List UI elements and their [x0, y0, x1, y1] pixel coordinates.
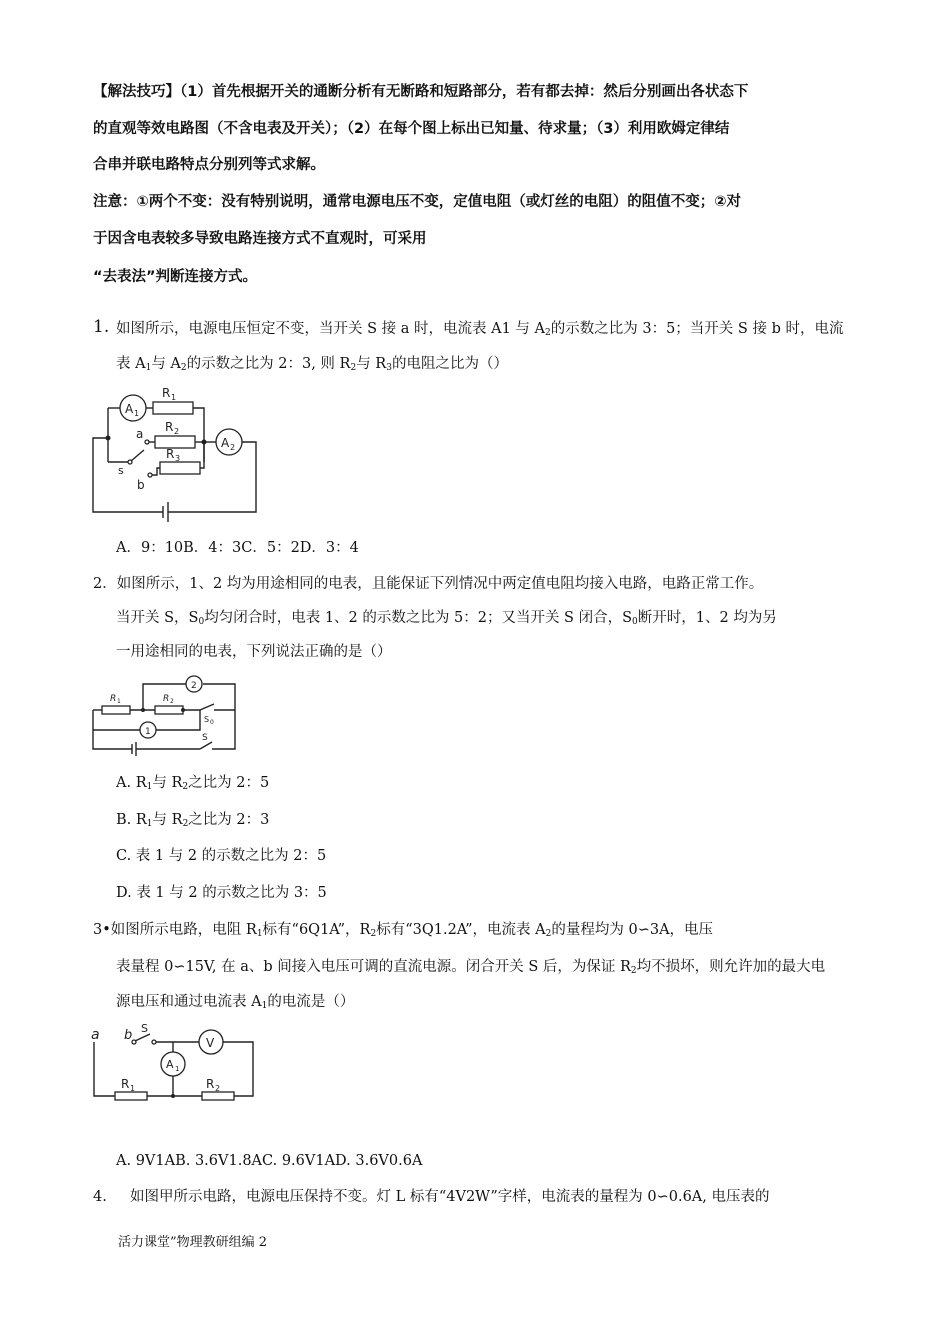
- svg-text:S: S: [204, 715, 210, 724]
- resistor-r2: [155, 436, 195, 448]
- q2-line-2: 当开关 S，$S_0$均匀闭合时，电表 1、2 的示数之比为 5：2；又当开关 S 闭合，$S_0$断开时，1、2 均为另: [116, 610, 777, 627]
- switch-s: [200, 742, 212, 749]
- tips-line-1: 【解法技巧】（1）首先根据开关的通断分析有无断路和短路部分，若有都去掉：然后分别画出各状态下: [93, 84, 749, 100]
- q2-option-a: A. $R_1$与 $R_2$之比为 2：5: [116, 775, 270, 792]
- q1-line-1: 如图所示，电源电压恒定不变，当开关 S 接 a 时，电流表 A1 与 $A_2$的示数之比为 3：5；当开关 S 接 b 时，电流: [116, 321, 844, 338]
- svg-text:S: S: [141, 1022, 148, 1035]
- note-line-3: “去表法”判断连接方式。: [93, 269, 258, 285]
- q3-line-1: 3•如图所示电路，电阻 $R_1$标有“6Q1A”，$R_2$标有“3Q1.2A”，电流表 $A_2$的量程均为 0∽3A，电压: [93, 922, 714, 939]
- page-footer: 活力课堂”物理教研组编 2: [118, 1235, 268, 1250]
- tips-line-3: 合串并联电路特点分别列等式求解。: [93, 157, 325, 173]
- note-line-2: 于因含电表较多导致电路连接方式不直观时，可采用: [93, 231, 427, 247]
- resistor-r3: [160, 462, 200, 474]
- resistor-r2: [155, 706, 183, 714]
- resistor-r1: [153, 402, 193, 414]
- svg-text:a: a: [136, 427, 144, 441]
- q3-circuit-diagram: [88, 1022, 258, 1102]
- q4-number: 4.: [93, 1189, 107, 1205]
- q1-number: 1.: [93, 317, 110, 337]
- switch-s: [135, 1034, 150, 1041]
- svg-text:A: A: [221, 436, 230, 450]
- svg-text:b: b: [124, 1028, 133, 1043]
- switch-s: [131, 450, 144, 461]
- q2-option-c: C. 表 1 与 2 的示数之比为 2：5: [116, 848, 327, 864]
- resistor-r1: [115, 1092, 147, 1100]
- svg-text:s: s: [118, 464, 124, 477]
- q2-line-3: 一用途相同的电表，下列说法正确的是（）: [116, 644, 392, 660]
- svg-text:1: 1: [130, 1084, 136, 1093]
- q2-option-d: D. 表 1 与 2 的示数之比为 3：5: [116, 885, 327, 901]
- q1-line-2: 表 $A_1$与 $A_2$的示数之比为 2：3, 则 $R_2$与 $R_3$的电阻之比为（）: [116, 356, 508, 373]
- svg-text:R: R: [165, 420, 174, 434]
- svg-text:R: R: [166, 447, 175, 461]
- q4-line-1: 如图甲所示电路，电源电压保持不变。灯 L 标有“4V2W”字样，电流表的量程为 0∽0.6A, 电压表的: [130, 1189, 770, 1205]
- svg-text:1: 1: [134, 409, 140, 418]
- svg-text:2: 2: [174, 427, 180, 436]
- svg-text:R: R: [206, 1077, 215, 1091]
- q1-circuit-diagram: [88, 380, 268, 525]
- q3-line-3: 源电压和通过电流表 $A_1$的电流是（）: [116, 994, 355, 1011]
- q2-circuit-diagram: [88, 672, 240, 754]
- tips-line-2: 的直观等效电路图（不含电表及开关）；（2）在每个图上标出已知量、待求量；（3）利用欧姆定律结: [93, 121, 730, 137]
- q2-option-b: B. $R_1$与 $R_2$之比为 2：3: [116, 812, 270, 829]
- resistor-r2: [202, 1092, 234, 1100]
- svg-text:2: 2: [191, 681, 197, 691]
- q3-options: A. 9V1AB. 3.6V1.8AC. 9.6V1AD. 3.6V0.6A: [116, 1153, 423, 1169]
- note-line-1: 注意：①两个不变：没有特别说明，通常电源电压不变，定值电阻（或灯丝的电阻）的阻值不变；②对: [93, 194, 742, 210]
- svg-text:2: 2: [215, 1084, 221, 1093]
- svg-text:R: R: [163, 694, 170, 704]
- svg-text:R: R: [110, 694, 117, 704]
- svg-text:1: 1: [175, 1065, 180, 1073]
- svg-text:R: R: [162, 386, 171, 400]
- svg-text:1: 1: [171, 393, 177, 402]
- svg-text:0: 0: [210, 719, 214, 726]
- q1-options: A．9：10B．4：3C．5：2D．3：4: [116, 540, 359, 556]
- svg-text:3: 3: [175, 454, 181, 463]
- svg-text:2: 2: [230, 443, 236, 452]
- q3-line-2: 表量程 0∽15V, 在 a、b 间接入电压可调的直流电源。闭合开关 S 后，为保证 $R_2$均不损坏，则允许加的最大电: [116, 959, 826, 976]
- svg-text:a: a: [91, 1027, 100, 1043]
- q2-line-1: 2．如图所示，1、2 均为用途相同的电表，且能保证下列情况中两定值电阻均接入电路，电路正常工作。: [93, 576, 764, 592]
- switch-s0: [200, 704, 214, 710]
- svg-text:S: S: [202, 733, 208, 743]
- svg-text:1: 1: [145, 727, 151, 737]
- svg-text:R: R: [121, 1077, 130, 1091]
- svg-text:1: 1: [117, 698, 121, 705]
- svg-text:V: V: [206, 1036, 215, 1050]
- svg-text:b: b: [137, 478, 145, 492]
- svg-text:A: A: [125, 402, 134, 416]
- resistor-r1: [102, 706, 130, 714]
- svg-text:A: A: [166, 1058, 174, 1071]
- svg-text:2: 2: [170, 698, 174, 705]
